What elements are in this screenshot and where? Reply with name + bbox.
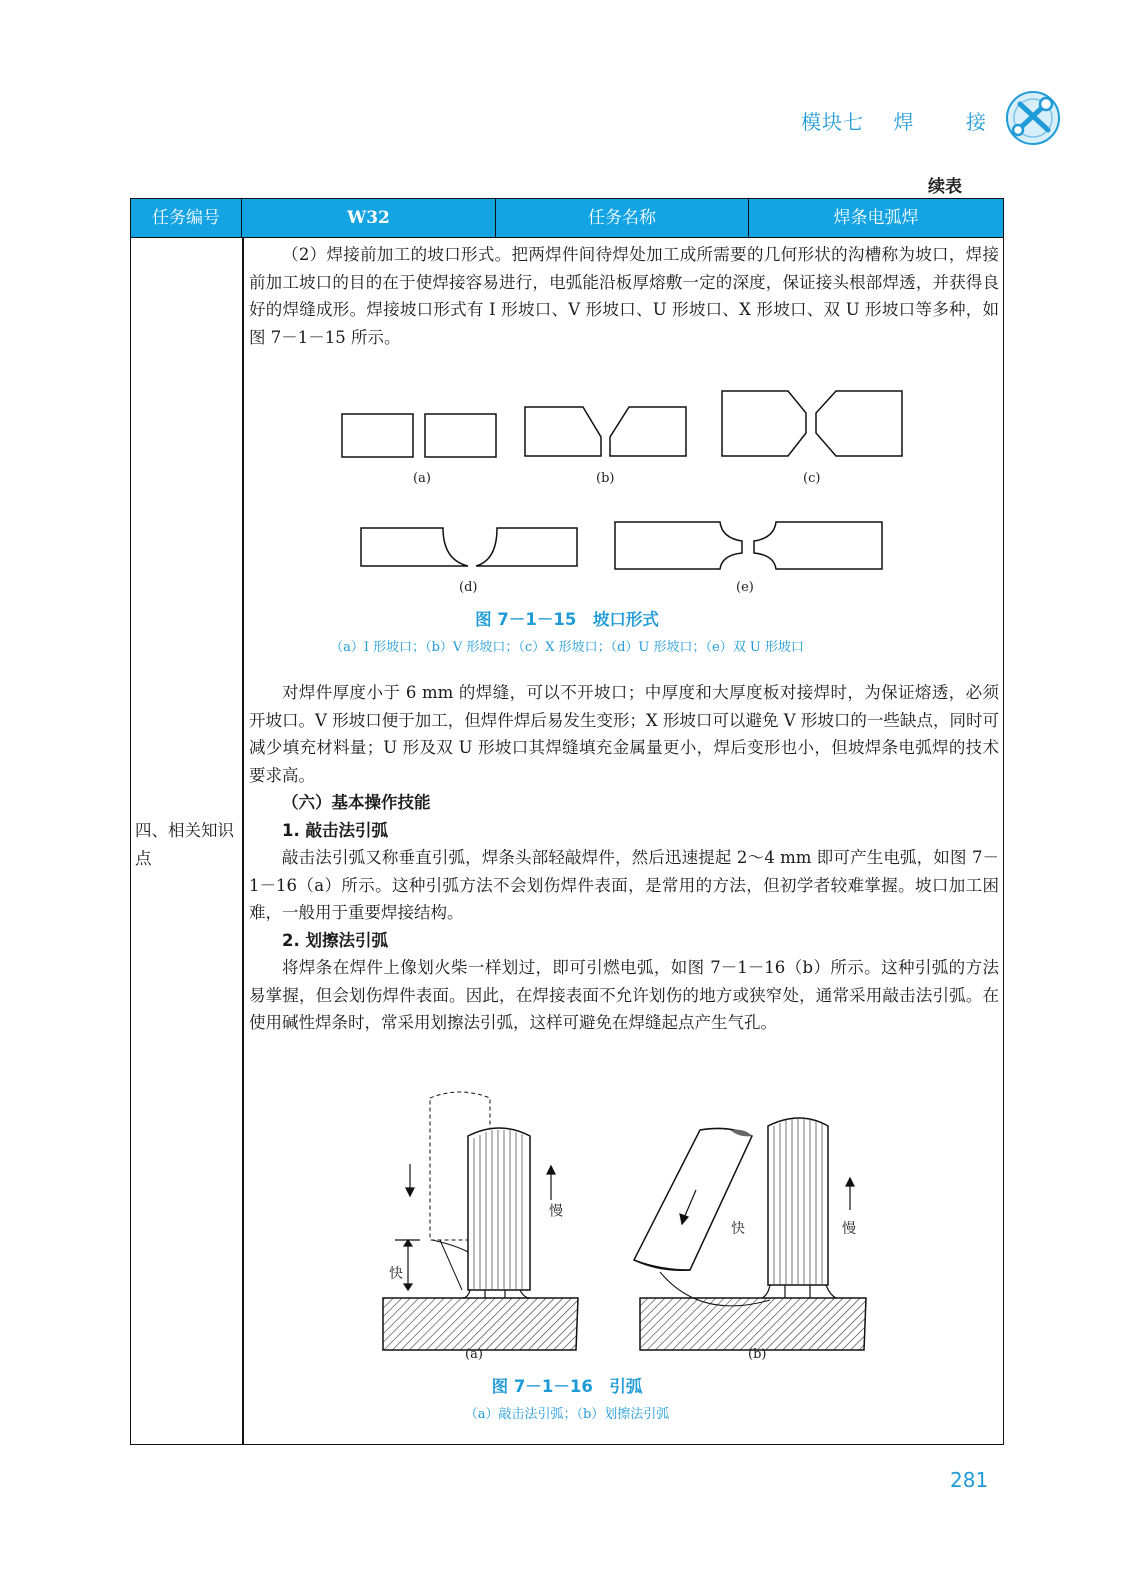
fig15-label-c: (c) [803,471,821,486]
x-groove-plate-right [816,391,902,456]
fig16-label-a: (a) [465,1347,483,1362]
section-label: 四、相关知识点 [135,821,234,868]
fig15-label-a: (a) [413,471,431,486]
u-groove-plate-left [361,528,468,566]
fig16-subcaption: （a）敲击法引弧；（b）划擦法引弧 [464,1407,670,1422]
x-groove-plate-left [722,391,806,456]
groove-forms-figure [0,0,1127,640]
header-task-name-value: 焊条电弧焊 [833,208,919,228]
header-task-name-label: 任务名称 [496,199,749,237]
heading-scratch-method: 2. 划擦法引弧 [282,930,388,950]
paragraph-groove-selection: 对焊件厚度小于 6 mm 的焊缝，可以不开坡口；中厚度和大厚度板对接焊时，为保证熔透，必须开坡口。V 形坡口便于加工，但焊件焊后易发生变形；X 形坡口可以避免 V 形坡口的一些缺点，同时可减少填充材料量；U 形及双 U 形坡口其焊缝填充金属量更小，焊后变形也小，但坡焊条电弧焊的技术要求高。 [249,683,999,785]
electrode-b-upright [762,1118,836,1298]
fig15-label-d: (d) [459,580,478,595]
arc-striking-figure [0,1080,1127,1380]
fig16-fast-label-b: 快 [731,1221,745,1237]
workpiece-b [640,1298,866,1350]
fig15-subcaption: （a）I 形坡口；（b）V 形坡口；（c）X 形坡口；（d）U 形坡口；（e）双 U 形坡口 [330,640,804,655]
fig15-label-e: (e) [736,580,754,595]
workpiece-a [383,1298,578,1350]
fig15-label-b: (b) [596,471,615,486]
fig16-slow-label-b: 慢 [842,1221,856,1237]
continued-label: 续表 [928,177,962,197]
fig16-fast-label-a: 快 [389,1266,403,1282]
paragraph-tapping-method: 敲击法引弧又称垂直引弧，焊条头部轻敲焊件，然后迅速提起 2～4 mm 即可产生电弧，如图 7－1－16（a）所示。这种引弧方法不会划伤焊件表面，是常用的方法，但初学者较难掌握。坡口加工困难，一般用于重要焊接结构。 [249,848,999,922]
u-groove-plate-right [476,528,577,566]
fig16-label-b: (b) [748,1347,767,1362]
header-task-number-label: 任务编号 [131,199,242,237]
double-u-groove-plate-left [615,522,742,569]
fig16-slow-label-a: 慢 [547,1203,563,1217]
content-cell-middle [249,679,999,1037]
header-task-number-value: W32 [242,199,496,237]
v-groove-plate-right [610,407,686,456]
electrode-a [462,1128,530,1298]
module-title-char1: 焊 [893,110,915,134]
i-groove-plate-right [425,414,496,457]
i-groove-plate-left [342,414,413,457]
v-groove-plate-left [525,407,601,456]
electrode-b-tilted [634,1128,752,1270]
page-number: 281 [950,1468,989,1492]
fig15-caption: 图 7－1－15 坡口形式 [475,610,659,629]
heading-basic-skills: （六）基本操作技能 [282,793,431,812]
paragraph-groove-intro: （2）焊接前加工的坡口形式。把两焊件间待焊处加工成所需要的几何形状的沟槽称为坡口，焊接前加工坡口的目的在于使焊接容易进行，电弧能沿板厚熔敷一定的深度，保证接头根部焊透，并获得良好的焊缝成形。焊接坡口形式有 I 形坡口、V 形坡口、U 形坡口、X 形坡口、双 U 形坡口等多种，如图 7－1－15 所示。 [249,245,999,347]
paragraph-scratch-method: 将焊条在焊件上像划火柴一样划过，即可引燃电弧，如图 7－1－16（b）所示。这种引弧的方法易掌握，但会划伤焊件表面。因此，在焊接表面不允许划伤的地方或狭窄处，通常采用敲击法引弧。在使用碱性焊条时，常采用划擦法引弧，这样可避免在焊缝起点产生气孔。 [249,958,999,1032]
fig16-caption: 图 7－1－16 引弧 [491,1377,643,1396]
module-label: 模块七 [801,110,865,134]
double-u-groove-plate-right [754,522,882,569]
heading-tapping-method: 1. 敲击法引弧 [282,820,388,840]
module-title-char2: 接 [966,110,987,134]
